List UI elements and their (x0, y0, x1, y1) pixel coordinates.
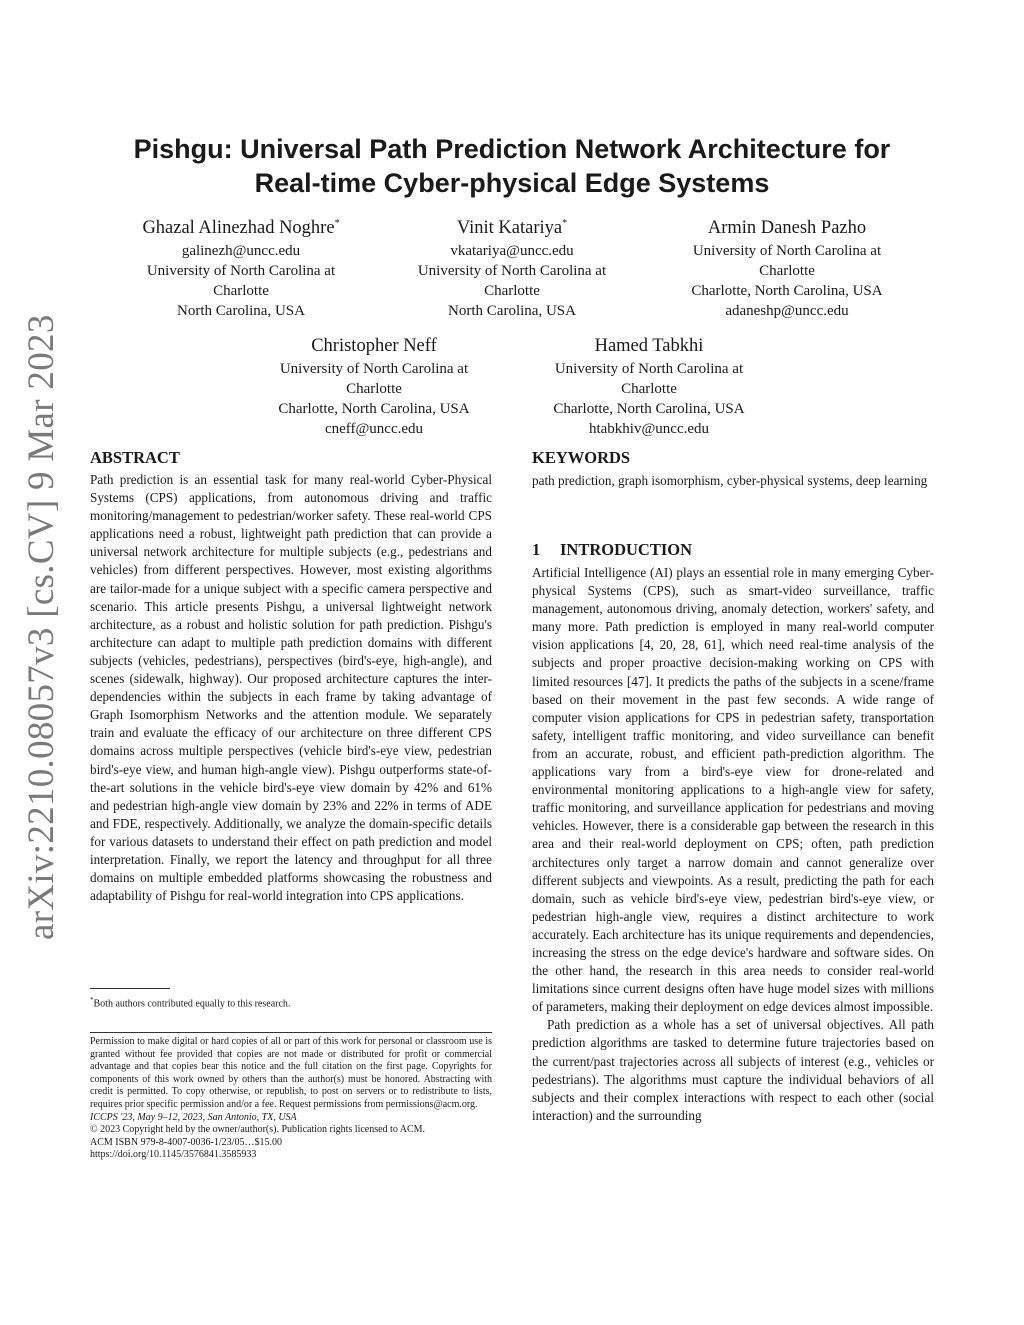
author-location: Charlotte, North Carolina, USA (691, 283, 883, 299)
section-number: 1 (532, 540, 541, 559)
author-affiliation: University of North Carolina at (554, 361, 744, 377)
author-email[interactable]: cneff@uncc.edu (324, 421, 424, 437)
author-affiliation: University of North Carolina at (692, 243, 882, 259)
author-affiliation-cont: Charlotte (621, 381, 677, 397)
title-line-2: Real-time Cyber-physical Edge Systems (254, 168, 770, 198)
keywords-text: path prediction, graph isomorphism, cyber-physical systems, deep learning (532, 473, 928, 488)
conference-info: ICCPS '23, May 9–12, 2023, San Antonio, TX, USA (90, 1111, 297, 1123)
author-affiliation: University of North Carolina at (146, 263, 336, 279)
author-location: North Carolina, USA (448, 303, 576, 319)
author-name: Ghazal Alinezhad Noghre (142, 218, 335, 238)
footnote-mark: * (90, 996, 94, 1004)
permission-block (90, 1036, 492, 1162)
author-block-tabkhi (512, 334, 786, 439)
introduction-paragraph-1: Artificial Intelligence (AI) plays an essential role in many emerging Cyber-physical Systems (CPS), such as smart-video surveillance, traffic management, autonomous driving, anomaly detection, workers' safety, and many more. Path prediction is employed in many real-world computer vision applications [4, 20, 28, 61], which need real-time analysis of the subjects and proper proactive decision-making working on CPS with limited resources [47]. It predicts the paths of the subjects in a scene/frame based on their movement in the past few seconds. A wide range of computer vision applications for CPS in pedestrian safety, transportation safety, intelligent traffic monitoring, and video surveillance can benefit from an accurate, robust, and efficient path-prediction algorithm. The applications vary from a bird's-eye view for drone-related and environmental monitoring applications to a high-angle view for safety, traffic monitoring, and surveillance application for pedestrians and moving vehicles. However, there is a considerable gap between the research in this area and their real-world deployment on CPS; often, path prediction architectures only target a narrow domain and cannot generalize over different subjects and viewpoints. As a result, predicting the path for each domain, such as vehicle bird's-eye view, pedestrian bird's-eye view, or pedestrian high-angle view, requires a distinct architecture to work accurately. Each architecture has its unique requirements and dependencies, increasing the stress on the edge device's hardware and software sides. On the other hand, the research in this area needs to consider real-world limitations since current designs often have huge model sizes with millions of parameters, making their deployment on edge devices almost impossible. (532, 565, 934, 1015)
copyright-notice: © 2023 Copyright held by the owner/author(s). Publication rights licensed to ACM. (90, 1124, 426, 1136)
author-affiliation-cont: Charlotte (346, 381, 402, 397)
keywords-heading: KEYWORDS (532, 448, 631, 467)
author-block-noghre (104, 216, 378, 321)
introduction-body (532, 564, 934, 1125)
author-location: Charlotte, North Carolina, USA (553, 401, 745, 417)
author-location: North Carolina, USA (177, 303, 305, 319)
equal-contribution-mark: * (334, 217, 340, 229)
footnote (90, 994, 492, 1010)
author-name: Christopher Neff (311, 336, 437, 356)
author-affiliation: University of North Carolina at (417, 263, 607, 279)
author-affiliation-cont: Charlotte (213, 283, 269, 299)
footnote-text: Both authors contributed equally to this research. (93, 998, 291, 1010)
title-line-1: Pishgu: Universal Path Prediction Network Architecture for (133, 134, 891, 164)
abstract-text: Path prediction is an essential task for many real-world Cyber-Physical Systems (CPS) applications, from autonomous driving and traffic monitoring/management to pedestrian/worker safety. These real-world CPS applications need a robust, lightweight path prediction that can provide a universal network architecture for multiple subjects (e.g., pedestrians and vehicles) from different perspectives. However, most existing algorithms are tailor-made for a unique subject with a specific camera perspective and scenario. This article presents Pishgu, a universal lightweight network architecture, as a robust and holistic solution for path prediction. Pishgu's architecture can adapt to multiple path prediction domains with different subjects (vehicles, pedestrians), perspectives (bird's-eye, high-angle), and scenes (sidewalk, highway). Our proposed architecture captures the inter-dependencies within the subjects in each frame by taking advantage of Graph Isomorphism Networks and the attention module. We separately train and evaluate the efficacy of our architecture on three different CPS domains across multiple perspectives (vehicle bird's-eye view, pedestrian bird's-eye view, and human high-angle view). Pishgu outperforms state-of-the-art solutions in the vehicle bird's-eye view domain by 42% and 61% and pedestrian high-angle view domain by 23% and 22% in terms of ADE and FDE, respectively. Additionally, we analyze the domain-specific details for various datasets to understand their effect on path prediction and model interpretation. Finally, we report the latency and throughput for all three domains on multiple embedded platforms showcasing the robustness and adaptability of Pishgu for real-world integration into CPS applications. (90, 472, 492, 904)
author-name: Vinit Katariya (456, 218, 563, 238)
author-email[interactable]: adaneshp@uncc.edu (725, 303, 849, 319)
permission-divider (90, 1032, 492, 1033)
author-block-katariya (375, 216, 649, 321)
author-email[interactable]: htabkhiv@uncc.edu (588, 421, 710, 437)
author-affiliation-cont: Charlotte (484, 283, 540, 299)
equal-contribution-mark: * (562, 217, 568, 229)
arxiv-identifier-stamp[interactable]: arXiv:2210.08057v3 [cs.CV] 9 Mar 2023 (21, 314, 62, 940)
introduction-heading (532, 539, 692, 561)
abstract-body (90, 471, 492, 905)
keywords-body (532, 472, 934, 490)
author-affiliation: University of North Carolina at (279, 361, 469, 377)
paper-title (90, 132, 934, 200)
author-block-pazho (650, 216, 924, 321)
section-title: INTRODUCTION (560, 540, 693, 559)
doi-link[interactable]: https://doi.org/10.1145/3576841.3585933 (90, 1149, 257, 1161)
footnote-divider (90, 988, 170, 989)
introduction-paragraph-2: Path prediction as a whole has a set of universal objectives. All path prediction algorithms are tasked to determine future trajectories based on the current/past trajectories across all subjects of interest (e.g., vehicles or pedestrians). The algorithms must capture the individual behaviors of all subjects and their complex interactions with respect to each other (social interaction) and the surrounding (532, 1017, 934, 1123)
author-email[interactable]: galinezh@uncc.edu (181, 243, 301, 259)
abstract-heading: ABSTRACT (90, 448, 180, 467)
author-block-neff (237, 334, 511, 439)
author-name: Armin Danesh Pazho (707, 218, 867, 238)
author-affiliation-cont: Charlotte (759, 263, 815, 279)
permission-text: Permission to make digital or hard copies of all or part of this work for personal or classroom use is granted without fee provided that copies are not made or distributed for profit or commercial advantage and that copies bear this notice and the full citation on the first page. Copyrights for components of this work owned by others than the author(s) must be honored. Abstracting with credit is permitted. To copy otherwise, or republish, to post on servers or to redistribute to lists, requires prior specific permission and/or a fee. Request permissions from permissions@acm.org. (90, 1036, 492, 1110)
isbn: ACM ISBN 979-8-4007-0036-1/23/05…$15.00 (90, 1136, 282, 1148)
author-name: Hamed Tabkhi (594, 336, 704, 356)
author-email[interactable]: vkatariya@uncc.edu (450, 243, 574, 259)
author-location: Charlotte, North Carolina, USA (278, 401, 470, 417)
